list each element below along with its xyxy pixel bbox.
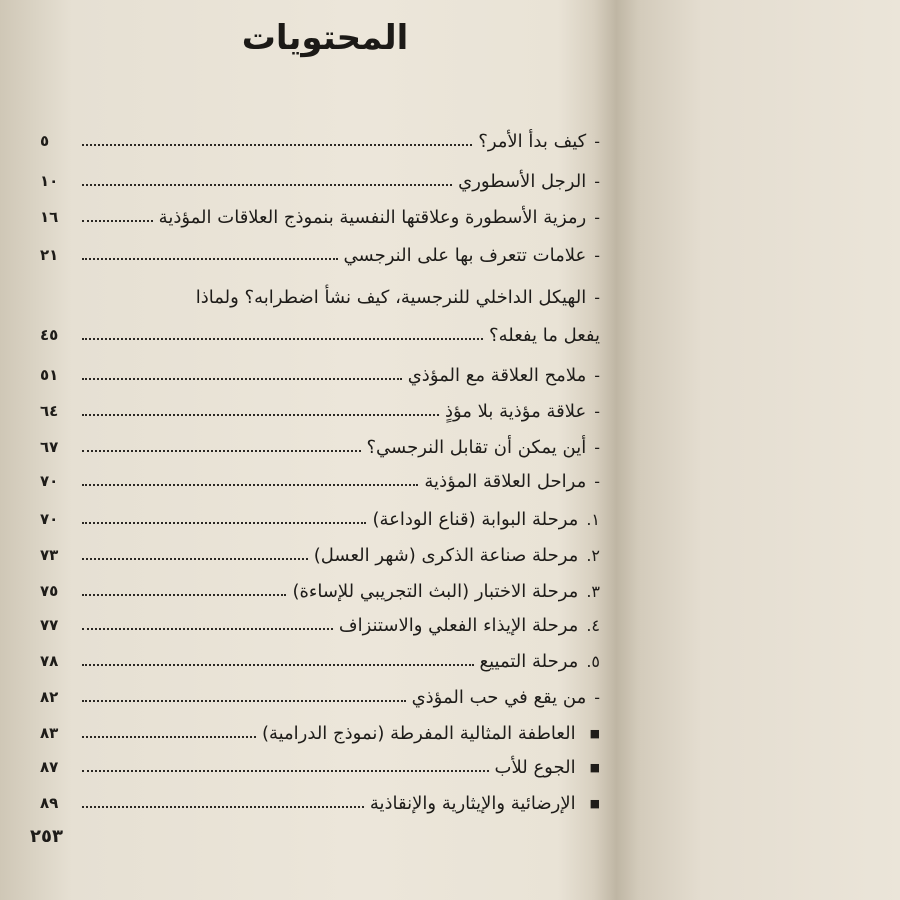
entry-label: مرحلة الاختبار (البث التجريبي للإساءة) <box>292 580 579 602</box>
leader-dots <box>82 758 489 772</box>
leader-dots <box>82 724 256 738</box>
leader-dots <box>82 546 308 560</box>
toc-subentry <box>40 644 630 678</box>
toc-entry <box>40 430 600 464</box>
entry-page-number: ٥١ <box>40 366 59 384</box>
entry-page-number: ٧٧ <box>40 616 59 634</box>
toc-subentry <box>40 538 630 572</box>
toc-entry <box>40 164 600 198</box>
entry-label: رمزية الأسطورة وعلاقتها النفسية بنموذج العلاقات المؤذية <box>158 206 587 228</box>
toc-entry <box>40 238 600 272</box>
entry-page-number: ٨٣ <box>40 724 59 742</box>
entry-page-number: ٨٧ <box>40 758 59 776</box>
leader-dots <box>82 472 418 486</box>
entry-label: العاطفة المثالية المفرطة (نموذج الدرامية) <box>261 722 576 744</box>
entry-page-number: ٨٢ <box>40 688 59 706</box>
toc-entry <box>40 464 600 498</box>
toc-entry <box>40 358 600 392</box>
entry-marker: - <box>594 245 600 265</box>
entry-marker: - <box>594 171 600 191</box>
entry-label: الإرضائية والإيثارية والإنقاذية <box>369 792 576 814</box>
entry-page-number: ١٦ <box>40 208 59 226</box>
toc-subentry <box>40 750 630 784</box>
entry-label: مرحلة صناعة الذكرى (شهر العسل) <box>313 544 579 566</box>
leader-dots <box>82 132 472 146</box>
entry-page-number: ٧٥ <box>40 582 59 600</box>
toc-entry-first-line <box>40 280 600 314</box>
leader-dots <box>82 652 474 666</box>
entry-marker: ٤. <box>586 615 600 635</box>
leader-dots <box>82 616 333 630</box>
entry-label: كيف بدأ الأمر؟ <box>478 130 587 152</box>
leader-dots <box>82 208 153 222</box>
entry-label: الهيكل الداخلي للنرجسية، كيف نشأ اضطرابه؟ ولماذا <box>195 286 587 308</box>
toc-subentry <box>40 502 630 536</box>
entry-page-number: ٧٣ <box>40 546 59 564</box>
entry-label: ملامح العلاقة مع المؤذي <box>407 364 587 386</box>
entry-label: يفعل ما يفعله؟ <box>489 324 600 346</box>
entry-label: أين يمكن أن تقابل النرجسي؟ <box>366 436 587 458</box>
entry-page-number: ٦٤ <box>40 402 59 420</box>
entry-marker: ١. <box>586 509 600 529</box>
toc-entry <box>40 394 600 428</box>
entry-label: علامات تتعرف بها على النرجسي <box>343 244 587 266</box>
facing-page <box>630 0 900 900</box>
entry-page-number: ٥ <box>40 132 50 150</box>
leader-dots <box>82 326 483 340</box>
leader-dots <box>82 582 286 596</box>
toc-subentry <box>40 608 630 642</box>
entry-marker: - <box>594 687 600 707</box>
entry-page-number: ٨٩ <box>40 794 59 812</box>
entry-marker: - <box>594 365 600 385</box>
entry-label: من يقع في حب المؤذي <box>411 686 587 708</box>
leader-dots <box>82 438 361 452</box>
entry-marker: - <box>594 471 600 491</box>
entry-label: الرجل الأسطوري <box>458 170 587 192</box>
page-number-folio: ٢٥٣ <box>30 826 63 847</box>
entry-marker: - <box>594 287 600 307</box>
page-title: المحتويات <box>241 18 409 58</box>
entry-marker: ٥. <box>586 651 600 671</box>
toc-entry <box>40 124 600 158</box>
entry-page-number: ١٠ <box>40 172 59 190</box>
toc-entry <box>40 680 600 714</box>
leader-dots <box>82 366 402 380</box>
entry-page-number: ٧٠ <box>40 472 59 490</box>
toc-subentry <box>40 716 630 750</box>
entry-label: مرحلة البوابة (قناع الوداعة) <box>372 508 579 530</box>
square-bullet-icon: ■ <box>589 760 600 774</box>
leader-dots <box>82 246 338 260</box>
toc-subentry <box>40 786 630 820</box>
square-bullet-icon: ■ <box>589 726 600 740</box>
entry-marker: - <box>594 401 600 421</box>
toc-entry-continuation <box>40 318 600 352</box>
entry-marker: - <box>594 131 600 151</box>
toc-subentry <box>40 574 630 608</box>
leader-dots <box>82 510 366 524</box>
entry-label: مراحل العلاقة المؤذية <box>424 470 587 492</box>
leader-dots <box>82 794 364 808</box>
entry-marker: - <box>594 207 600 227</box>
entry-page-number: ٧٨ <box>40 652 59 670</box>
square-bullet-icon: ■ <box>589 796 600 810</box>
leader-dots <box>82 688 406 702</box>
entry-marker: ٢. <box>586 545 600 565</box>
entry-marker: - <box>594 437 600 457</box>
entry-page-number: ٤٥ <box>40 326 59 344</box>
leader-dots <box>82 172 452 186</box>
entry-label: الجوع للأب <box>494 756 576 778</box>
entry-marker: ٣. <box>586 581 600 601</box>
entry-page-number: ٢١ <box>40 246 59 264</box>
leader-dots <box>82 402 439 416</box>
entry-label: مرحلة التمييع <box>479 650 579 672</box>
entry-page-number: ٧٠ <box>40 510 59 528</box>
entry-label: مرحلة الإيذاء الفعلي والاستنزاف <box>338 614 579 636</box>
toc-entry <box>40 200 600 234</box>
entry-page-number: ٦٧ <box>40 438 59 456</box>
entry-label: علاقة مؤذية بلا مؤذٍ <box>444 400 587 422</box>
